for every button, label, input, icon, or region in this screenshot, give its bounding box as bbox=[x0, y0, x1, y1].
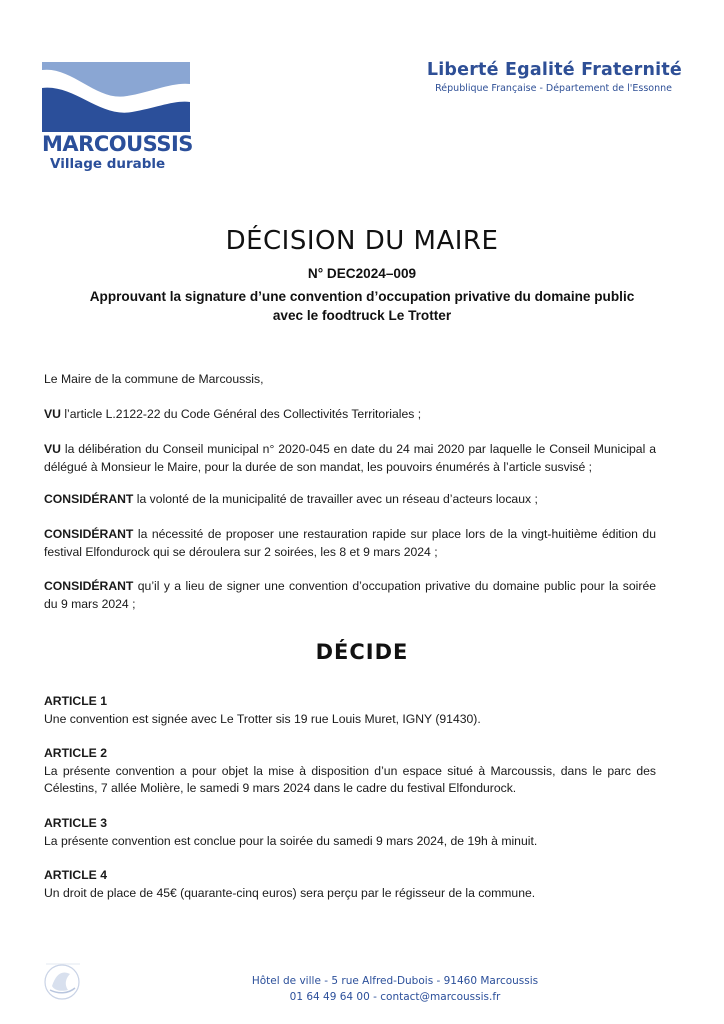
decide-heading: DÉCIDE bbox=[315, 640, 409, 664]
preamble-intro bbox=[44, 371, 656, 389]
article-text: Un droit de place de 45€ (quarante-cinq euros) sera perçu par le régisseur de la commune. bbox=[44, 885, 536, 900]
article-text: La présente convention a pour objet la mise à disposition d’un espace situé à Marcoussis, dans le parc des Célestins, 7 allée Molière, le samedi 9 mars 2024 dans le cadre du festival Elfondurock. bbox=[44, 763, 656, 795]
decision-number: N° DEC2024–009 bbox=[307, 266, 417, 281]
clause-considerant-1 bbox=[44, 491, 656, 509]
marcoussis-logo bbox=[42, 62, 192, 172]
decision-subject-line-1: Approuvant la signature d’une convention d’occupation privative du domaine public bbox=[89, 289, 635, 304]
clause-vu-1 bbox=[44, 406, 656, 424]
logo-name: MARCOUSSIS bbox=[42, 132, 193, 156]
clause-considerant-3 bbox=[44, 578, 656, 613]
clause-text: l’article L.2122-22 du Code Général des Collectivités Territoriales ; bbox=[60, 407, 422, 421]
article-heading: ARTICLE 2 bbox=[44, 746, 107, 760]
footer-address: Hôtel de ville - 5 rue Alfred-Dubois - 91460 Marcoussis bbox=[251, 975, 539, 987]
intro-text: Le Maire de la commune de Marcoussis, bbox=[44, 372, 264, 386]
article-heading: ARTICLE 1 bbox=[44, 694, 107, 708]
clause-text: la volonté de la municipalité de travailler avec un réseau d’acteurs locaux ; bbox=[133, 492, 538, 506]
footer-emblem-icon bbox=[42, 960, 82, 1002]
motto-text: Liberté Egalité Fraternité bbox=[426, 60, 682, 80]
clause-keyword: CONSIDÉRANT bbox=[44, 527, 134, 541]
article-3 bbox=[44, 815, 656, 850]
republic-motto bbox=[427, 60, 682, 94]
article-text: Une convention est signée avec Le Trotter sis 19 rue Louis Muret, IGNY (91430). bbox=[44, 711, 481, 726]
logo-tagline: Village durable bbox=[50, 156, 166, 172]
clause-text: qu’il y a lieu de signer une convention d’occupation privative du domaine public pour la soirée du 9 mars 2024 ; bbox=[44, 579, 656, 611]
footer bbox=[150, 973, 640, 1005]
clause-keyword: CONSIDÉRANT bbox=[44, 579, 134, 593]
decision-subject-line-2: avec le foodtruck Le Trotter bbox=[272, 308, 452, 323]
article-heading: ARTICLE 4 bbox=[44, 868, 107, 882]
footer-contact: 01 64 49 64 00 - contact@marcoussis.fr bbox=[289, 991, 501, 1003]
clause-text: la délibération du Conseil municipal n° 2020-045 en date du 24 mai 2020 par laquelle le Conseil Municipal a délégué à Monsieur le Maire, pour la durée de son mandat, les pouvoirs énumérés à l’article susvisé ; bbox=[44, 442, 656, 474]
clause-considerant-2 bbox=[44, 526, 656, 561]
wave-emblem-icon bbox=[42, 62, 190, 132]
clause-text: la nécessité de proposer une restauration rapide sur place lors de la vingt-huitième édition du festival Elfondurock qui se déroulera sur 2 soirées, les 8 et 9 mars 2024 ; bbox=[44, 527, 656, 559]
clause-vu-2 bbox=[44, 441, 656, 476]
document-title: DÉCISION DU MAIRE bbox=[225, 226, 499, 256]
article-heading: ARTICLE 3 bbox=[44, 816, 107, 830]
motto-subtitle: République Française - Département de l'Essonne bbox=[435, 83, 672, 94]
clause-keyword: VU bbox=[44, 407, 61, 421]
article-1 bbox=[44, 693, 656, 728]
article-text: La présente convention est conclue pour la soirée du samedi 9 mars 2024, de 19h à minuit. bbox=[44, 833, 538, 848]
clause-keyword: CONSIDÉRANT bbox=[44, 492, 134, 506]
article-2 bbox=[44, 745, 656, 798]
article-4 bbox=[44, 867, 656, 902]
clause-keyword: VU bbox=[44, 442, 61, 456]
